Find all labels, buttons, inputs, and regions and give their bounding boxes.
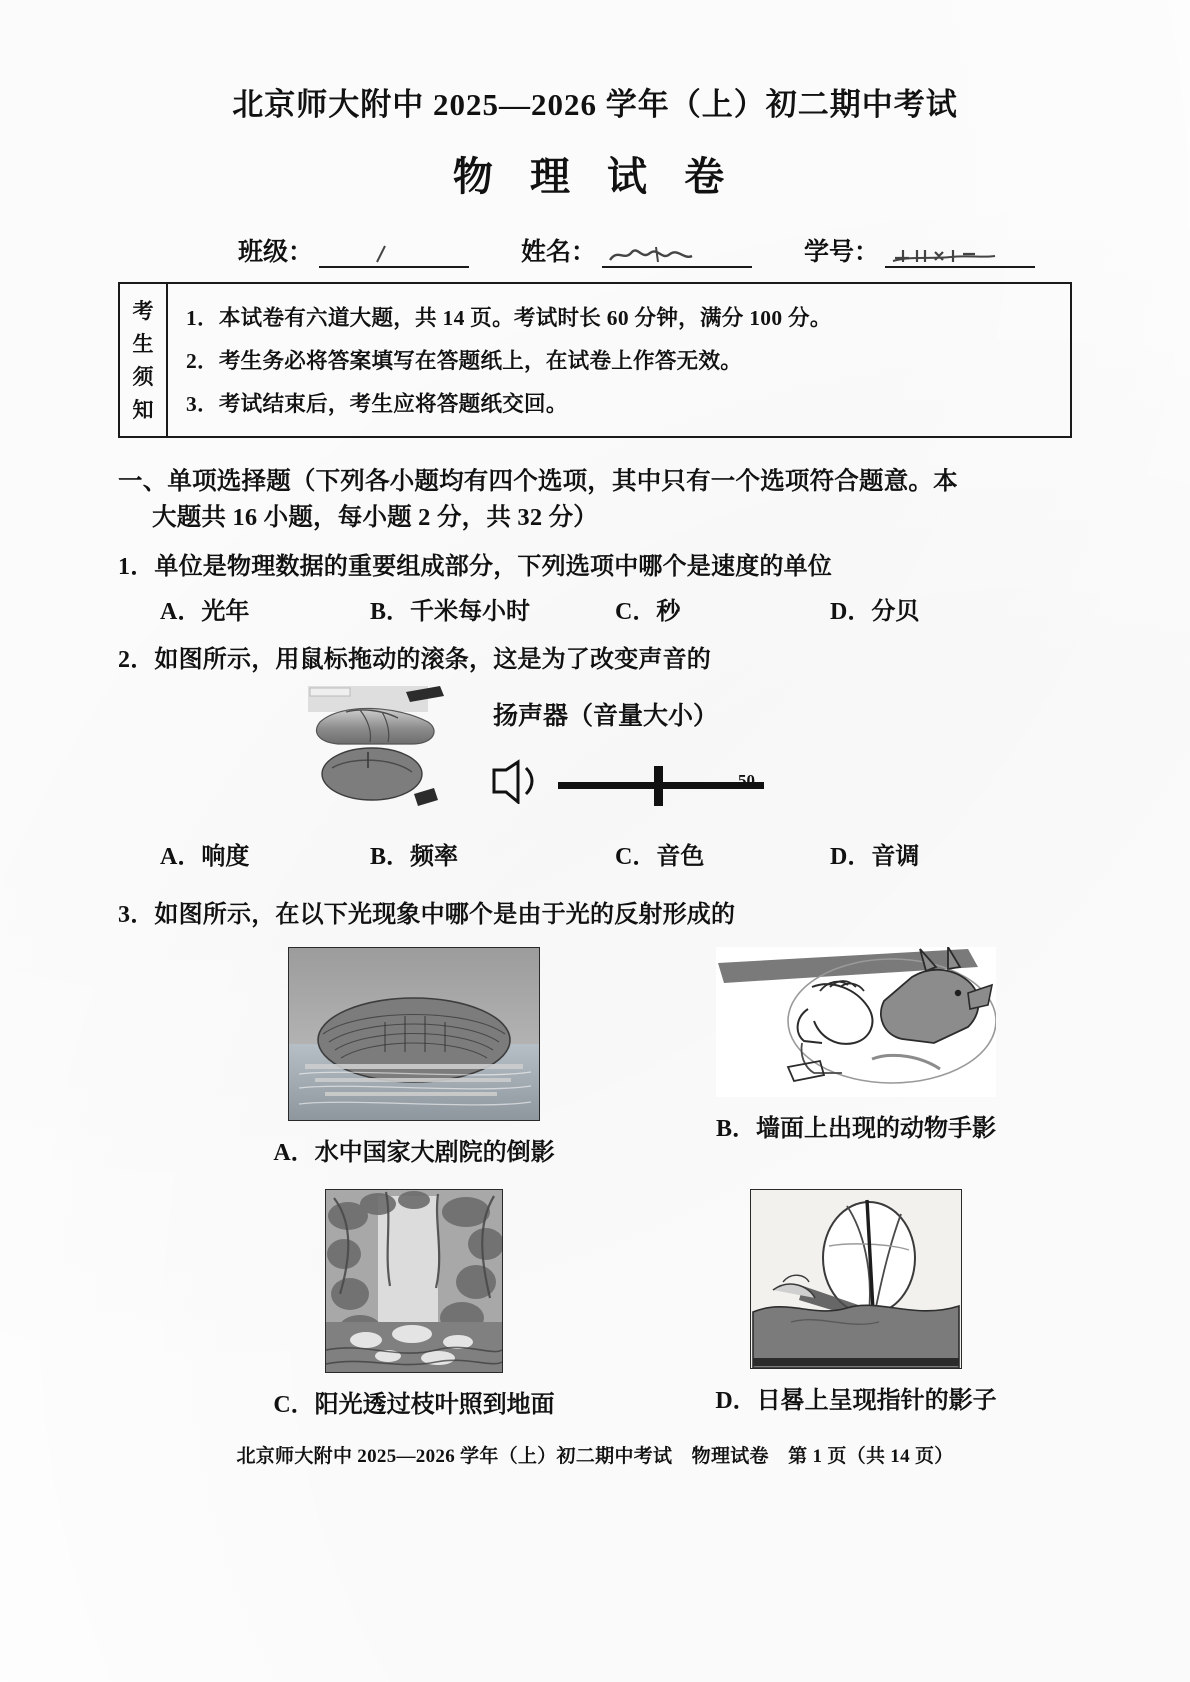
section-one-heading <box>118 464 1072 537</box>
question-2 <box>118 642 1072 875</box>
handwriting-mark-name <box>608 244 738 264</box>
question-1-option-c[interactable]: C．秒 <box>615 598 681 625</box>
question-3-option-row-2 <box>118 1189 1072 1423</box>
photo-reflection-theatre <box>288 947 540 1121</box>
name-label: 姓名： <box>521 239 597 267</box>
question-2-figure <box>118 682 1072 830</box>
class-input-line[interactable] <box>319 240 469 268</box>
question-3-stem <box>118 897 1072 933</box>
question-2-option-a[interactable]: A．响度 <box>160 843 250 870</box>
handwriting-mark-class <box>325 244 455 264</box>
question-1 <box>118 549 1072 630</box>
name-input-line[interactable] <box>602 240 752 268</box>
question-2-text: 如图所示，用鼠标拖动的滚条，这是为了改变声音的 <box>154 646 712 673</box>
question-3-number: 3． <box>118 901 155 928</box>
question-1-options <box>118 594 1072 630</box>
exam-title: 北京师大附中 2025—2026 学年（上）初二期中考试 <box>232 87 958 122</box>
question-3-option-row-1 <box>118 947 1072 1171</box>
question-3-option-a[interactable] <box>118 947 630 1171</box>
student-id-label: 学号： <box>804 239 880 267</box>
page-footer: 北京师大附中 2025—2026 学年（上）初二期中考试 物理试卷 第 1 页（共 14 页） <box>236 1446 954 1467</box>
question-1-option-a[interactable]: A．光年 <box>160 598 250 625</box>
question-3-caption-c: C．阳光透过枝叶照到地面 <box>273 1391 555 1418</box>
notice-side-char-0: 考 <box>132 298 154 323</box>
question-3-text: 如图所示，在以下光现象中哪个是由于光的反射形成的 <box>154 901 736 928</box>
handwriting-mark-id <box>891 244 1021 264</box>
class-label: 班级： <box>238 239 314 267</box>
question-1-number: 1． <box>118 553 155 580</box>
volume-slider[interactable] <box>558 764 768 808</box>
notice-side-char-2: 须 <box>132 364 154 389</box>
class-field-group <box>238 232 469 268</box>
question-2-option-b[interactable]: B．频率 <box>370 843 459 870</box>
notice-body <box>168 284 1070 436</box>
notice-side-char-3: 知 <box>132 397 154 422</box>
question-3-option-d[interactable] <box>630 1189 1072 1423</box>
question-3-caption-a: A．水中国家大剧院的倒影 <box>273 1139 555 1166</box>
speaker-icon <box>488 754 552 804</box>
question-2-options <box>118 839 1072 875</box>
question-3-caption-d: D．日晷上呈现指针的影子 <box>715 1387 997 1414</box>
question-2-stem <box>118 642 1072 678</box>
question-3-image-options <box>118 947 1072 1423</box>
volume-slider-value: 50 <box>738 770 755 790</box>
mouse-photo <box>302 682 462 812</box>
notice-item: 3．考试结束后，考生应将答题纸交回。 <box>186 392 568 417</box>
question-3-caption-b: B．墙面上出现的动物手影 <box>715 1115 996 1142</box>
notice-item: 2．考生务必将答案填写在答题纸上，在试卷上作答无效。 <box>186 349 743 374</box>
question-3-option-b[interactable] <box>630 947 1072 1171</box>
student-info-row <box>118 232 1072 268</box>
paper-title: 物 理 试 卷 <box>452 155 738 200</box>
section-one-heading-line2: 大题共 16 小题，每小题 2 分，共 32 分） <box>152 504 598 532</box>
question-1-option-d[interactable]: D．分贝 <box>830 598 920 625</box>
question-1-option-b[interactable]: B．千米每小时 <box>370 598 531 625</box>
question-2-option-c[interactable]: C．音色 <box>615 843 705 870</box>
question-1-stem <box>118 549 1072 585</box>
exam-notice-box <box>118 282 1072 438</box>
question-2-option-d[interactable]: D．音调 <box>830 843 920 870</box>
name-field-group <box>521 232 752 268</box>
photo-hand-shadow-animal <box>716 947 996 1097</box>
question-3-option-c[interactable] <box>118 1189 630 1423</box>
student-id-input-line[interactable] <box>885 240 1035 268</box>
photo-sunlight-through-leaves <box>325 1189 503 1373</box>
notice-item: 1．本试卷有六道大题，共 14 页。考试时长 60 分钟，满分 100 分。 <box>186 305 832 330</box>
photo-sundial-shadow <box>750 1189 962 1369</box>
speaker-volume-label: 扬声器（音量大小） <box>493 702 719 730</box>
question-2-number: 2． <box>118 646 155 673</box>
section-one-heading-line1: 一、单项选择题（下列各小题均有四个选项，其中只有一个选项符合题意。本 <box>118 468 958 496</box>
question-3 <box>118 897 1072 1423</box>
student-id-field-group <box>804 232 1035 268</box>
question-1-text: 单位是物理数据的重要组成部分，下列选项中哪个是速度的单位 <box>154 553 833 580</box>
notice-side-title <box>120 284 168 436</box>
notice-side-char-1: 生 <box>132 331 154 356</box>
